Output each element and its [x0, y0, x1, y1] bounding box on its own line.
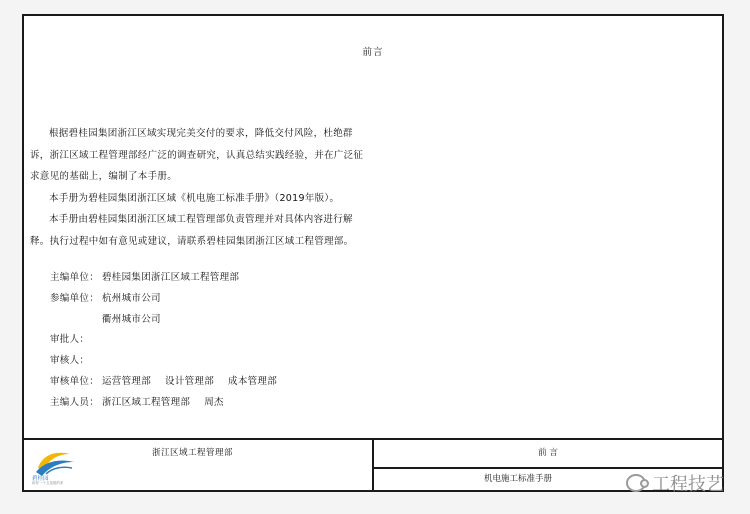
roster-value: 杭州城市公司 [102, 292, 161, 304]
roster-value: 运营管理部 [102, 375, 152, 387]
wechat-icon [626, 474, 646, 492]
roster-row-approver [50, 330, 277, 351]
preface-paragraph-3: 本手册由碧桂园集团浙江区域工程管理部负责管理并对具体内容进行解释。执行过程中如有意见或建议，请联系碧桂园集团浙江区域工程管理部。 [30, 214, 354, 247]
roster-label: 主编单位： [50, 272, 100, 283]
roster-label: 审批人： [50, 334, 90, 346]
roster-value: 碧桂园集团浙江区域工程管理部 [102, 272, 240, 283]
editorial-roster [50, 268, 277, 414]
preface-paragraph-2: 本手册为碧桂园集团浙江区域《机电施工标准手册》（2019年版）。 [49, 192, 340, 204]
watermark [626, 470, 724, 496]
roster-label: 审核单位： [50, 375, 100, 387]
roster-value: 设计管理部 [165, 375, 215, 387]
page-heading: 前言 [362, 47, 384, 58]
title-block-left [24, 440, 374, 490]
roster-row-participating-unit-2 [50, 310, 277, 331]
roster-row-reviewer [50, 351, 277, 372]
roster-label [50, 310, 102, 331]
roster-row-participating-unit [50, 289, 277, 310]
section-name: 前 言 [374, 440, 722, 469]
company-slogan: 给你一个五星级的家 [32, 481, 64, 485]
roster-row-review-units [50, 372, 277, 393]
roster-row-chief-editor-unit [50, 268, 277, 289]
roster-value: 周杰 [204, 396, 224, 408]
title-block [24, 438, 722, 490]
preface-paragraph-1: 根据碧桂园集团浙江区域实现完美交付的要求，降低交付风险，杜绝群诉，浙江区域工程管理部经广泛的调查研究，认真总结实践经验，并在广泛征求意见的基础上，编制了本手册。 [30, 128, 364, 182]
roster-value: 衢州城市公司 [102, 313, 161, 325]
department-name: 浙江区域工程管理部 [152, 448, 234, 458]
company-logo-text: 碧桂园 [32, 476, 49, 482]
preface-body [30, 123, 370, 252]
roster-label: 主编人员： [50, 396, 100, 408]
roster-label: 审核人： [50, 355, 90, 367]
manual-name: 机电施工标准手册 [483, 474, 552, 484]
watermark-text: 工程技艺 [652, 474, 724, 495]
roster-value: 浙江区域工程管理部 [102, 396, 191, 408]
document-sheet [22, 14, 724, 492]
roster-value: 成本管理部 [228, 375, 278, 387]
roster-row-chief-editors [50, 393, 277, 414]
roster-label: 参编单位： [50, 292, 100, 304]
